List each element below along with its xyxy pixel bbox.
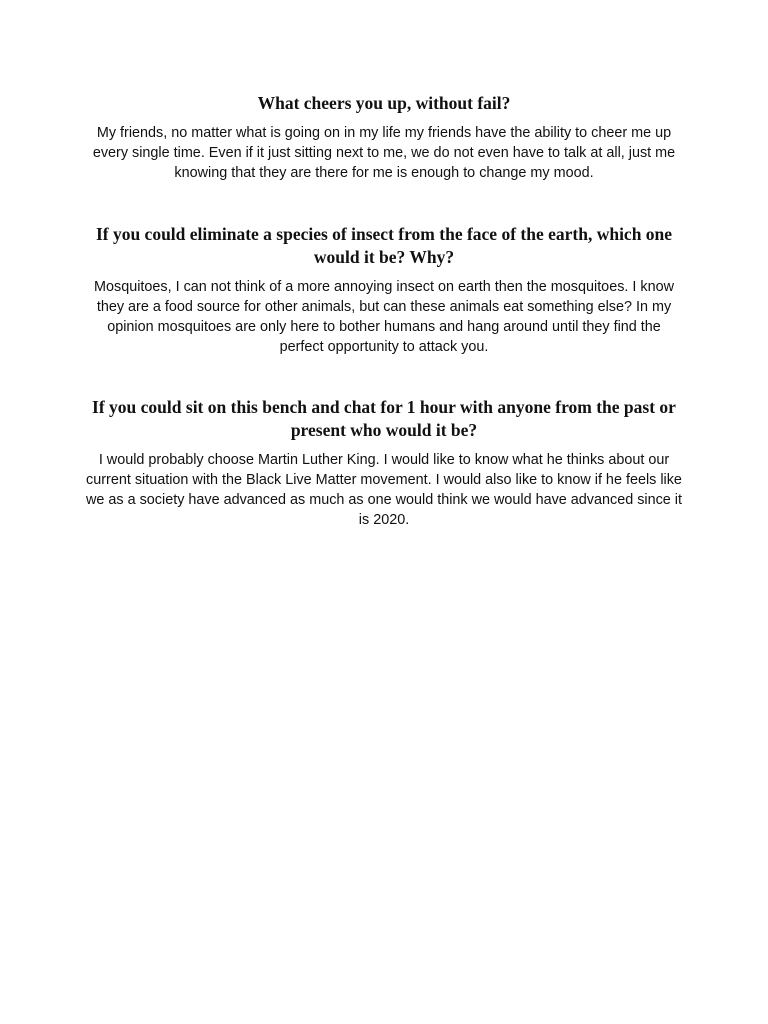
answer-paragraph: Mosquitoes, I can not think of a more annoying insect on earth then the mosquitoes. I know they are a food source for other animals, but can these animals eat something else? In my opinion mosquitoes are only here to bother humans and hang around until they find the perfect opportunity to attack you. [94,279,674,355]
question-heading: What cheers you up, without fail? [257,93,511,113]
qa-section-cheers [80,92,688,183]
answer-paragraph: I would probably choose Martin Luther King. I would like to know what he thinks about our current situation with the Black Live Matter movement. I would also like to know if he feels like we as a society have advanced as much as one would think we would have advanced since it is 2020. [86,452,682,528]
qa-section-insect [80,223,688,357]
qa-section-bench [80,396,688,530]
question-heading: If you could sit on this bench and chat for 1 hour with anyone from the past or present who would it be? [92,397,676,440]
question-heading: If you could eliminate a species of insect from the face of the earth, which one would it be? Why? [95,224,673,267]
answer-paragraph: My friends, no matter what is going on in my life my friends have the ability to cheer me up every single time. Even if it just sitting next to me, we do not even have to talk at all, just me knowing that they are there for me is enough to change my mood. [92,125,676,181]
